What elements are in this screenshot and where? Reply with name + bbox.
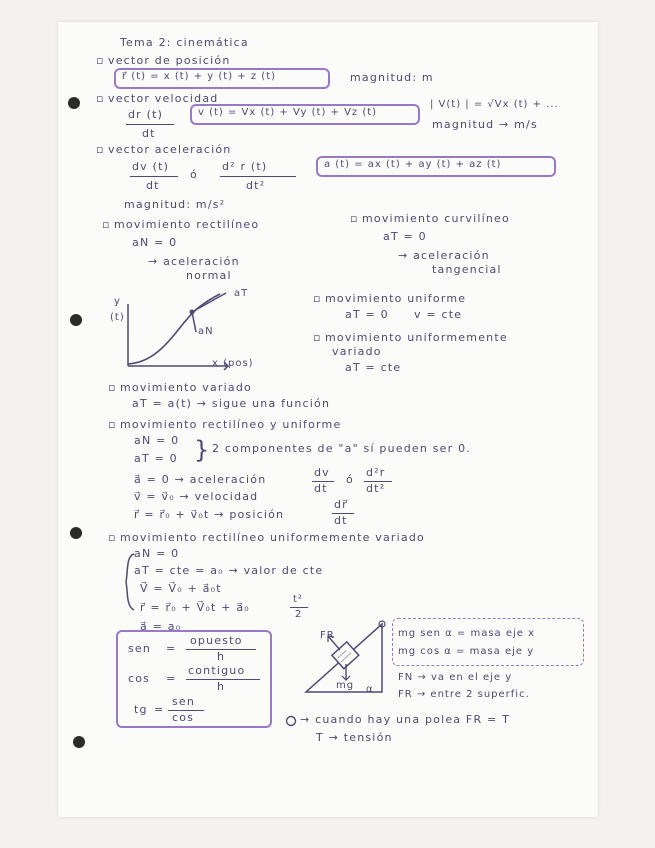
incline-alpha: α (366, 684, 374, 695)
frac1-num: dv (314, 466, 330, 479)
varied-at: aT = a(t) → sigue una función (132, 397, 331, 410)
graph-at-label: aT (234, 288, 249, 299)
pulley-line2: T → tensión (316, 731, 393, 744)
acceleration-heading: vector aceleración (108, 143, 232, 156)
velocity-deriv-den: dt (142, 127, 156, 140)
accel-dv-num: dv (t) (132, 160, 170, 173)
uniform-at: aT = 0 (345, 308, 389, 321)
forces-fn: FN → va en el eje y (398, 672, 513, 683)
incline-fr: FR (320, 630, 335, 641)
velocity-magnitude: magnitud → m/s (432, 118, 538, 131)
bullet: ▫ (102, 218, 111, 231)
accel-d2-num: d² r (t) (222, 160, 268, 173)
curvilinear-note1: → aceleración (398, 249, 490, 262)
ruv-frac-num: t² (293, 594, 303, 605)
bullet: ▫ (108, 418, 117, 431)
fraction-bar (130, 176, 178, 177)
rectilinear-an: aN = 0 (132, 236, 178, 249)
ruv-at: aT = cte = a₀ → valor de cte (134, 564, 324, 577)
trig-tg-num: sen (172, 695, 196, 708)
rect-uniform-note: 2 componentes de "a" sí pueden ser 0. (212, 442, 471, 455)
rectilinear-note1: → aceleración (148, 255, 240, 268)
binder-hole (70, 314, 82, 326)
graph-x-label: x (pos) (212, 358, 254, 369)
ruv-frac-den: 2 (295, 609, 303, 620)
binder-hole (70, 527, 82, 539)
rect-uniform-heading: movimiento rectilíneo y uniforme (120, 418, 342, 431)
uniform-accel-heading: movimiento uniformemente (325, 331, 508, 344)
graph-y-label2: (t) (110, 312, 125, 323)
acceleration-magnitude: magnitud: m/s² (124, 198, 226, 211)
fraction-bar (290, 607, 308, 608)
position-magnitude: magnitud: m (350, 71, 434, 84)
ruv-a: a⃗ = a₀ (140, 620, 182, 633)
frac3-num: dr⃗ (334, 498, 348, 511)
bullet: ▫ (96, 92, 105, 105)
rectilinear-note2: normal (186, 269, 232, 282)
accel-dv-den: dt (146, 179, 160, 192)
normal-vector (192, 312, 196, 332)
bullet: ▫ (350, 212, 359, 225)
frac-or: ó (346, 473, 354, 486)
pulley-note-icon (284, 713, 300, 729)
frac2-den: dt² (366, 482, 386, 495)
rect-uniform-v-line: v⃗ = v⃗₀ → velocidad (134, 490, 259, 503)
trig-sen-den: h (217, 650, 226, 663)
trig-tg-den: cos (172, 711, 195, 724)
left-brace (120, 552, 138, 612)
trig-cos-den: h (217, 680, 226, 693)
trig-cos: cos (128, 672, 151, 685)
varied-heading: movimiento variado (120, 381, 252, 394)
trig-eq: = (166, 642, 177, 655)
forces-fr: FR → entre 2 superfic. (398, 689, 530, 700)
rectilinear-heading: movimiento rectilíneo (114, 218, 260, 231)
trig-eq: = (166, 672, 177, 685)
position-formula: r⃗ (t) = x (t) + y (t) + z (t) (122, 71, 277, 82)
trig-sen: sen (128, 642, 152, 655)
pulley-line1: → cuando hay una polea FR = T (300, 713, 511, 726)
trig-eq: = (154, 703, 165, 716)
forces-box (392, 618, 584, 666)
bullet: ▫ (96, 54, 105, 67)
uniform-heading: movimiento uniforme (325, 292, 467, 305)
frac1-den: dt (314, 482, 328, 495)
graph-an-label: aN (198, 326, 214, 337)
bullet: ▫ (96, 143, 105, 156)
binder-hole (73, 736, 85, 748)
forces-box-line1: mg sen α = masa eje x (398, 628, 536, 639)
accel-d2-den: dt² (246, 179, 266, 192)
uniform-v: v = cte (414, 308, 463, 321)
position-heading: vector de posición (108, 54, 231, 67)
uniform-accel-at: aT = cte (345, 361, 402, 374)
uniform-accel-heading2: variado (332, 345, 382, 358)
frac2-num: d²r (366, 466, 386, 479)
curvilinear-at: aT = 0 (383, 230, 427, 243)
velocity-deriv-num: dr (t) (128, 108, 164, 121)
incline-mg: mg (336, 680, 355, 691)
ruv-r: r⃗ = r⃗₀ + V⃗₀t + a⃗₀ (140, 601, 250, 614)
trig-tg: tg (134, 703, 148, 716)
rect-uniform-at: aT = 0 (134, 452, 178, 465)
accel-or: ó (190, 168, 198, 181)
fraction-bar (126, 124, 174, 125)
forces-box-line2: mg cos α = masa eje y (398, 646, 535, 657)
graph-y-label: y (114, 296, 121, 307)
binder-hole (68, 97, 80, 109)
brace: } (194, 436, 210, 464)
curvilinear-heading: movimiento curvilíneo (362, 212, 510, 225)
tangent-vector (192, 293, 226, 312)
fraction-bar (220, 176, 296, 177)
acceleration-formula: a (t) = ax (t) + ay (t) + az (t) (324, 159, 502, 170)
trig-sen-num: opuesto (190, 634, 243, 647)
trig-cos-num: contiguo (188, 664, 246, 677)
curvilinear-note2: tangencial (432, 263, 502, 276)
velocity-heading: vector velocidad (108, 92, 219, 105)
ruv-v: V⃗ = V⃗₀ + a⃗₀t (140, 582, 222, 595)
bullet: ▫ (313, 292, 322, 305)
velocity-formula: v (t) = Vx (t) + Vy (t) + Vz (t) (198, 107, 378, 118)
bullet: ▫ (313, 331, 322, 344)
rect-uniform-a-line: a⃗ = 0 → aceleración (134, 473, 267, 486)
bullet: ▫ (108, 531, 117, 544)
bullet: ▫ (108, 381, 117, 394)
page-title: Tema 2: cinemática (120, 36, 249, 49)
rect-uniform-r-line: r⃗ = r⃗₀ + v⃗₀t → posición (134, 508, 285, 521)
rect-uniform-an: aN = 0 (134, 434, 180, 447)
rect-uniform-accel-heading: movimiento rectilíneo uniformemente variado (120, 531, 425, 544)
ruv-an: aN = 0 (134, 547, 180, 560)
velocity-modulus: | V(t) | = √Vx (t) + ... (430, 99, 559, 110)
frac3-den: dt (334, 514, 348, 527)
